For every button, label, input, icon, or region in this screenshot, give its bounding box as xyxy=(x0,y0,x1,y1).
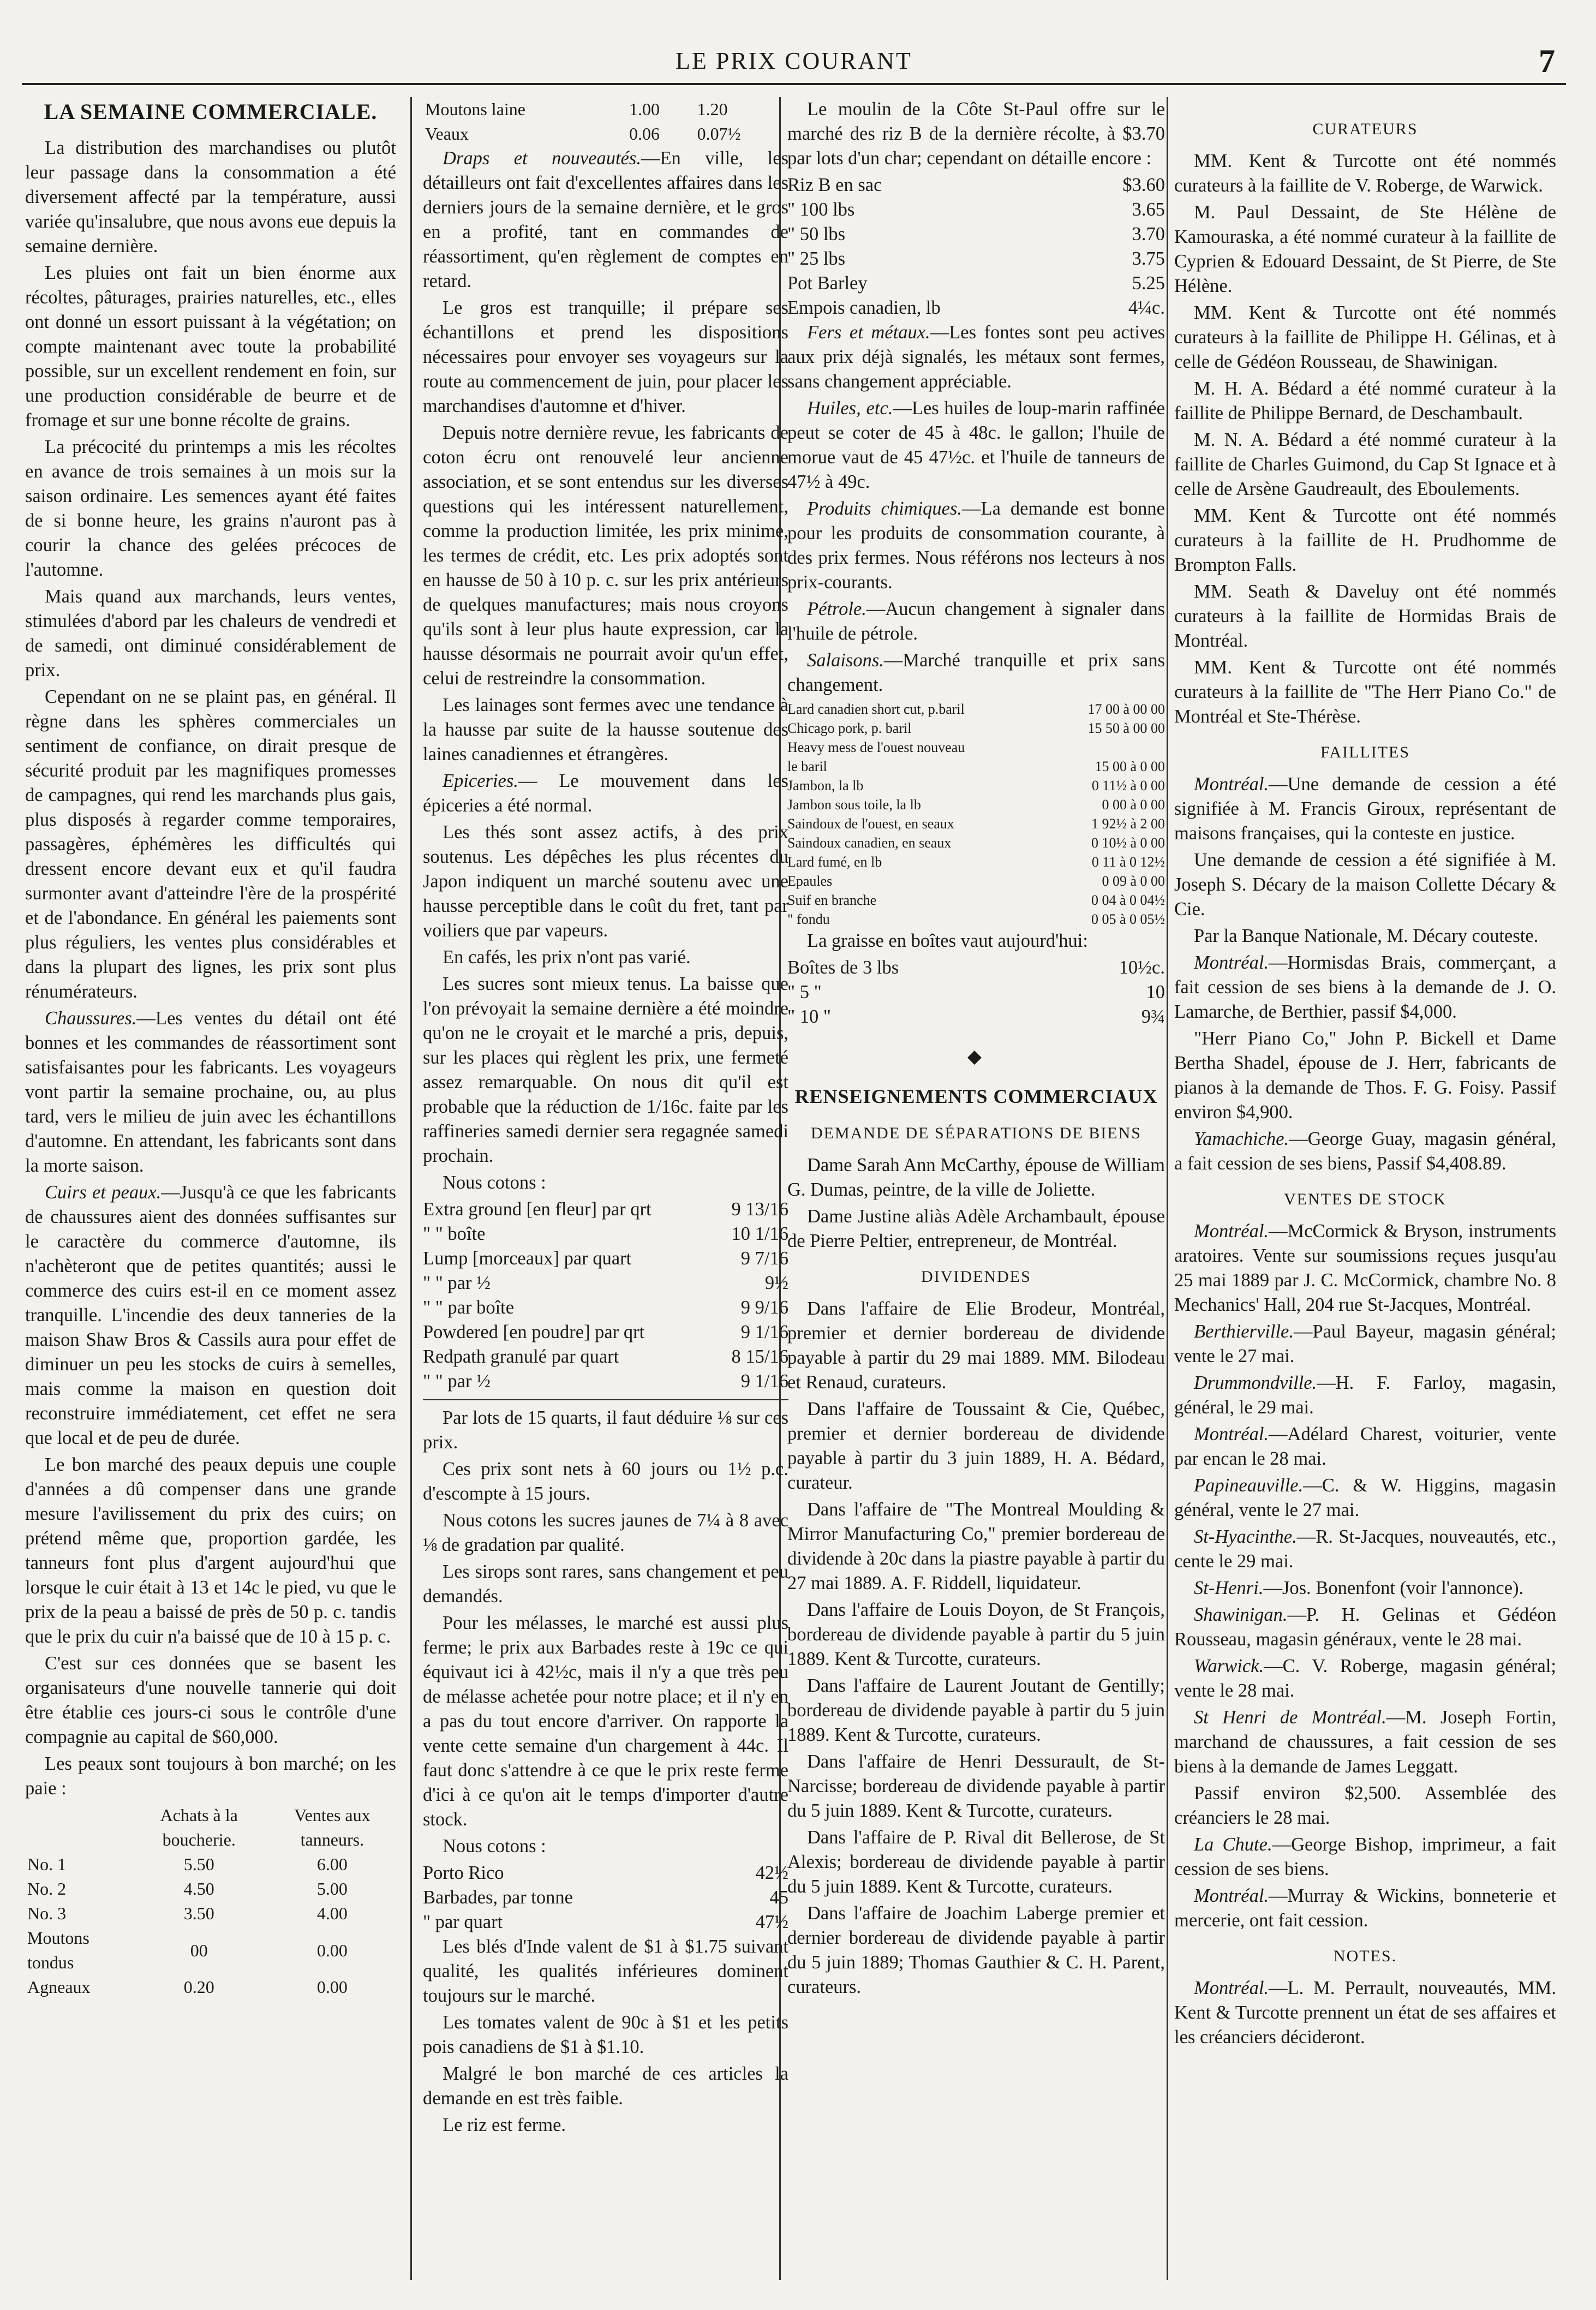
paragraph: Par la Banque Nationale, M. Décary couteste. xyxy=(1194,926,1539,946)
price-item: Extra ground [en fleur] par qrt xyxy=(423,1199,651,1220)
paragraph xyxy=(1174,1320,1556,1369)
subsection-title: DIVIDENDES xyxy=(921,1268,1031,1286)
table-row xyxy=(25,1975,396,1999)
price-value: 42½ xyxy=(755,1863,788,1883)
price-row xyxy=(787,956,1165,980)
price-row xyxy=(423,1369,788,1394)
paragraph: Ces prix sont nets à 60 jours ou 1½ p.c. d'escompte à 15 jours. xyxy=(423,1459,788,1504)
price-row xyxy=(423,1345,788,1369)
price-value: 9 1/16 xyxy=(740,1371,788,1392)
price-item: " par quart xyxy=(423,1912,503,1932)
table-cell: 4.50 xyxy=(183,1879,214,1899)
price-row xyxy=(423,1910,788,1935)
paragraph: Dans l'affaire de Elie Brodeur, Montréal, premier et dernier bordereau de dividende payable à partir du 29 mai 1889. MM. Bilodeau et Renaud, curateurs. xyxy=(787,1298,1165,1393)
paragraph: Les peaux sont toujours à bon marché; on les paie : xyxy=(25,1753,396,1799)
table-cell: Agneaux xyxy=(27,1977,91,1997)
price-item: Lump [morceaux] par quart xyxy=(423,1248,632,1269)
price-item: Chicago pork, p. baril xyxy=(787,720,912,736)
wool-price-table xyxy=(423,97,788,146)
price-row xyxy=(787,296,1165,320)
paragraph: La précocité du printemps a mis les récoltes en avance de trois semaines à un mois sur la saison ordinaire. Les semences ayant été faites de si bonne heure, les grains n'auront pas à courir la chance des gelées précoces de l'automne. xyxy=(25,437,396,580)
paragraph-text: —McCormick & Bryson, instruments aratoires. Vente sur soumissions reçues jusqu'au 25 mai 1889 par J. C. McCormick, chambre No. 8 Mechanics' Hall, 204 rue St-Jacques, Montréal. xyxy=(1174,1221,1556,1315)
price-item: " " boîte xyxy=(423,1223,486,1244)
paragraph: Dans l'affaire de Toussaint & Cie, Québec, premier et dernier bordereau de dividende payable à partir du 3 juin 1889, H. A. Bédard, curateur. xyxy=(787,1399,1165,1493)
paragraph-text: —Les fontes sont peu actives aux prix déjà signalés, les métaux sont fermes, sans changement appréciable. xyxy=(787,322,1165,392)
table-row xyxy=(25,1926,396,1975)
paragraph xyxy=(1174,1976,1556,2050)
paragraph xyxy=(423,769,788,818)
price-row xyxy=(423,1885,788,1910)
section-title: RENSEIGNEMENTS COMMERCIAUX xyxy=(794,1085,1158,1107)
section-lead: St Henri de Montréal. xyxy=(1194,1707,1386,1728)
price-row xyxy=(787,700,1165,719)
price-value: 1 92½ à 2 00 xyxy=(1091,816,1165,832)
paragraph xyxy=(1174,1884,1556,1933)
paragraph xyxy=(1174,1219,1556,1317)
price-row xyxy=(787,776,1165,795)
paragraph xyxy=(787,396,1165,494)
paragraph: MM. Kent & Turcotte ont été nommés curateurs à la faillite de "The Herr Piano Co." de Montréal et Ste-Thérèse. xyxy=(1174,657,1556,727)
paragraph: Les thés sont assez actifs, à des prix soutenus. Les dépêches les plus récentes du Japon indiquent un marché soutenu avec une hausse perceptible dans le coût du fret, tant par voiliers que par vapeurs. xyxy=(423,822,788,941)
price-value: 10 xyxy=(1146,982,1165,1002)
price-row xyxy=(787,795,1165,814)
paragraph xyxy=(787,597,1165,646)
table-cell: 0.20 xyxy=(183,1977,214,1997)
section-lead: Montréal. xyxy=(1194,1221,1269,1241)
price-row xyxy=(787,271,1165,296)
price-value: 3.75 xyxy=(1132,248,1165,269)
price-row xyxy=(787,872,1165,891)
paragraph: Une demande de cession a été signifiée à M. Joseph S. Décary de la maison Collette Décary & Cie. xyxy=(1174,850,1556,920)
section-lead: St-Henri. xyxy=(1194,1578,1264,1598)
paragraph: Nous cotons : xyxy=(443,1172,546,1193)
column-3 xyxy=(787,97,1165,2280)
paragraph-text: —Adélard Charest, voiturier, vente par encan le 28 mai. xyxy=(1174,1424,1556,1469)
paragraph-text: —Jusqu'à ce que les fabricants de chaussures aient des données suffisantes sur le caractère du commerce d'automne, ils n'achèteront que de petites quantités; aussi le commerce des cuirs est-il en ce moment assez tranquille. L'incendie des deux tanneries de la maison Shaw Bros & Cassils aura pour effet de diminuer un peu les stocks de cuirs à semelles, mais comme la maison en question doit reconstruire immédiatement, cet effet ne sera que local et de peu de durée. xyxy=(25,1182,396,1448)
paragraph: Dame Sarah Ann McCarthy, épouse de William G. Dumas, peintre, de la ville de Joliette. xyxy=(787,1155,1165,1200)
price-row xyxy=(787,814,1165,833)
price-value: 3.65 xyxy=(1132,199,1165,220)
paragraph-text: —M. Joseph Fortin, marchand de chaussures, a fait cession de ses biens à la demande de James Leggatt. xyxy=(1174,1707,1556,1777)
article-title: LA SEMAINE COMMERCIALE. xyxy=(44,99,378,124)
paragraph xyxy=(25,1180,396,1451)
table-cell: No. 2 xyxy=(27,1879,67,1899)
section-lead: Produits chimiques. xyxy=(807,498,963,519)
price-item: Jambon sous toile, la lb xyxy=(787,797,921,813)
subsection-title: NOTES. xyxy=(1333,1947,1397,1965)
page-number: 7 xyxy=(1539,43,1555,79)
price-item: Lard canadien short cut, p.baril xyxy=(787,701,965,717)
table-cell: 0.07½ xyxy=(697,124,741,144)
paragraph-text: —Paul Bayeur, magasin général; vente le 27 mai. xyxy=(1174,1321,1556,1366)
table-cell: No. 3 xyxy=(27,1903,67,1923)
paragraph xyxy=(1174,1576,1556,1601)
price-item: " 10 " xyxy=(787,1006,831,1027)
price-value: 0 09 à 0 00 xyxy=(1102,873,1165,889)
paragraph-text: —Les ventes du détail ont été bonnes et les commandes de réassortiment sont satisfaisantes pour les fabricants. Les voyageurs vont partir la semaine prochaine, ou, au plus tard, vers le milieu de juin avec les échantillons d'automne. En attendant, les fabricants sont dans la morte saison. xyxy=(25,1008,396,1176)
price-value: 4¼c. xyxy=(1128,297,1165,318)
price-value: 10½c. xyxy=(1119,957,1165,978)
price-item: Suif en branche xyxy=(787,892,877,908)
paragraph: Dans l'affaire de Joachim Laberge premier et dernier bordereau de dividende payable à partir du 5 juin 1889; Thomas Gauthier & C. H. Parent, curateurs. xyxy=(787,1903,1165,1997)
price-value: 0 04 à 0 04½ xyxy=(1091,892,1165,908)
table-header-row xyxy=(25,1803,396,1852)
paragraph: MM. Kent & Turcotte ont été nommés curateurs à la faillite de H. Prudhomme de Brompton Falls. xyxy=(1174,505,1556,575)
paragraph: M. Paul Dessaint, de Ste Hélène de Kamouraska, a été nommé curateur à la faillite de Cyprien & Edouard Dessaint, de St Pierre, de Ste Hélène. xyxy=(1174,202,1556,296)
table-header-cell xyxy=(25,1803,130,1852)
price-item: " 50 lbs xyxy=(787,224,846,244)
paragraph-text: —George Bishop, imprimeur, a fait cession de ses biens. xyxy=(1174,1834,1556,1879)
paragraph: MM. Kent & Turcotte ont été nommés curateurs à la faillite de Philippe H. Gélinas, et à celle de Gédéon Rousseau, de Shawinigan. xyxy=(1174,302,1556,372)
price-value: 0 00 à 0 00 xyxy=(1102,797,1165,813)
paragraph: Les lainages sont fermes avec une tendance à la hausse par suite de la hausse soutenue des laines canadiennes et étrangères. xyxy=(423,695,788,765)
price-item: " " par ½ xyxy=(423,1273,491,1293)
paragraph xyxy=(1174,1422,1556,1471)
price-value: 9 7/16 xyxy=(740,1248,788,1269)
price-item: " 5 " xyxy=(787,982,822,1002)
paragraph xyxy=(1174,1603,1556,1652)
pork-price-list xyxy=(787,700,1165,929)
price-row xyxy=(787,173,1165,198)
price-value: 15 00 à 0 00 xyxy=(1095,759,1165,774)
price-value: 0 05 à 0 05½ xyxy=(1091,911,1165,927)
table-cell: 0.06 xyxy=(629,124,660,144)
section-lead: Drummondville. xyxy=(1194,1372,1317,1393)
paragraph-text: —H. F. Farloy, magasin, général, le 29 mai. xyxy=(1174,1372,1556,1418)
price-value: 9 13/16 xyxy=(731,1199,788,1220)
price-item: " " par ½ xyxy=(423,1371,491,1392)
paragraph-text: —Jos. Bonenfont (voir l'annonce). xyxy=(1263,1578,1524,1598)
price-row xyxy=(787,198,1165,222)
column-2 xyxy=(423,97,788,2280)
section-lead: Shawinigan. xyxy=(1194,1604,1288,1625)
subsection-title: DEMANDE DE SÉPARATIONS DE BIENS xyxy=(811,1124,1141,1142)
table-row xyxy=(25,1852,396,1877)
paragraph-text: —Les huiles de loup-marin raffinée peut se coter de 45 à 48c. le gallon; l'huile de morue vaut de 45 47½c. et l'huile de tanneurs de 47½ à 49c. xyxy=(787,398,1165,492)
paragraph xyxy=(1174,1525,1556,1574)
price-value: 5.25 xyxy=(1132,273,1165,294)
price-value: 9 1/16 xyxy=(740,1322,788,1342)
section-lead: Draps et nouveautés. xyxy=(443,148,641,169)
price-row xyxy=(787,852,1165,872)
price-row xyxy=(423,1197,788,1222)
paragraph: MM. Seath & Daveluy ont été nommés curateurs à la faillite de Hormidas Brais de Montréal. xyxy=(1174,581,1556,651)
subsection-title: CURATEURS xyxy=(1312,120,1418,138)
price-row xyxy=(423,1296,788,1320)
table-cell: 1.20 xyxy=(697,99,728,119)
section-lead: Epiceries. xyxy=(443,771,518,791)
molasses-price-list xyxy=(423,1861,788,1935)
price-item: Jambon, la lb xyxy=(787,778,864,793)
paragraph: En cafés, les prix n'ont pas varié. xyxy=(443,947,691,968)
price-row xyxy=(423,1271,788,1296)
sugar-price-list xyxy=(423,1197,788,1394)
section-lead: Cuirs et peaux. xyxy=(45,1182,162,1203)
price-item: Barbades, par tonne xyxy=(423,1887,573,1908)
price-item: Empois canadien, lb xyxy=(787,297,941,318)
paragraph-text: —Marché tranquille et prix sans changement. xyxy=(787,650,1165,695)
paragraph: Les sirops sont rares, sans changement et peu demandés. xyxy=(423,1561,788,1607)
price-item: " " par boîte xyxy=(423,1297,515,1318)
price-item: " 100 lbs xyxy=(787,199,855,220)
price-value xyxy=(1159,738,1165,757)
section-lead: Huiles, etc. xyxy=(807,398,893,419)
price-item: Riz B en sac xyxy=(787,175,882,195)
paragraph: Cependant on ne se plaint pas, en général. Il règne dans les sphères commerciales un sentiment de confiance, on dirait presque de sécurité produit par les magnifiques promesses de campagnes, qui rend les marchands plus gais, plus disposés à regarder comme temporaires, passagères, éphémères les difficultés qui dressent encore devant eux et qu'il faudra surmonter avant d'atteindre l'ère de la prospérité et de l'abondance. En général les paiements sont plus réguliers, les ventes plus considérables et dans la plupart des lignes, les prix sont plus rénumérateurs. xyxy=(25,687,396,1002)
table-header-cell: Ventes aux tanneurs. xyxy=(294,1805,370,1849)
column-divider xyxy=(1167,97,1168,2280)
paragraph: Dame Justine aliàs Adèle Archambault, épouse de Pierre Peltier, entrepreneur, de Montréal. xyxy=(787,1206,1165,1251)
paragraph: Les tomates valent de 90c à $1 et les petits pois canadiens de $1 à $1.10. xyxy=(423,2012,788,2057)
section-lead: St-Hyacinthe. xyxy=(1194,1526,1297,1547)
price-row xyxy=(787,719,1165,738)
price-value: 15 50 à 00 00 xyxy=(1087,720,1165,736)
paragraph: La graisse en boîtes vaut aujourd'hui: xyxy=(807,930,1088,951)
price-row xyxy=(787,910,1165,929)
table-cell: No. 1 xyxy=(27,1854,67,1874)
paragraph-text: —L. M. Perrault, nouveautés, MM. Kent & Turcotte prennent un état de ses affaires et les créanciers décideront. xyxy=(1174,1978,1556,2048)
price-value: 9½ xyxy=(764,1273,788,1293)
column-4 xyxy=(1174,97,1556,2280)
price-value: 9 9/16 xyxy=(740,1297,788,1318)
price-row xyxy=(787,980,1165,1005)
paragraph xyxy=(1174,772,1556,846)
paragraph-text: — Le mouvement dans les épiceries a été normal. xyxy=(423,771,788,816)
paragraph: Le bon marché des peaux depuis une couple d'années a dû compenser dans une grande mesure l'avilissement du prix des cuirs; on prétend même que, proportion gardée, les tanneurs font plus d'argent aujourd'hui que lorsque le cuir était à 13 et 14c le pied, vu que le prix de la peau a baissé de près de 50 p. c. tandis que le prix du cuir n'a baissé que de 10 à 15 p. c. xyxy=(25,1454,396,1647)
section-lead: Montréal. xyxy=(1194,774,1269,795)
column-1 xyxy=(25,97,396,2280)
fat-price-list xyxy=(787,956,1165,1029)
paragraph: Dans l'affaire de Henri Dessurault, de St-Narcisse; bordereau de dividende payable à partir du 5 juin 1889. Kent & Turcotte, curateurs. xyxy=(787,1751,1165,1821)
paragraph-text: —P. H. Gelinas et Gédéon Rousseau, magasin généraux, vente le 28 mai. xyxy=(1174,1604,1556,1650)
table-header-cell: Achats à la boucherie. xyxy=(160,1805,238,1849)
paragraph: Les pluies ont fait un bien énorme aux récoltes, pâturages, prairies naturelles, etc., elles ont donné un essort puissant à la végétation; on compte maintenant avec toute la probabilité possible, sur un excellent rendement en foin, sur une production considérable de beurre et de fromage et sur une bonne récolte de grains. xyxy=(25,262,396,431)
subsection-title: FAILLITES xyxy=(1320,743,1410,761)
paragraph: Pour les mélasses, le marché est aussi plus ferme; le prix aux Barbades reste à 19c ce qui équivaut ici à 42½c, mais il n'y a que très peu de mélasse achetée pour notre place; et il n'y en a pas du tout encore d'arriver. On rapporte la vente cette semaine d'un chargement à 44c. Il faut donc s'attendre à ce que le prix reste ferme d'ici à ce qu'on ait le temps d'importer d'autre stock. xyxy=(423,1613,788,1830)
price-item: Saindoux canadien, en seaux xyxy=(787,835,952,851)
divider xyxy=(423,1399,788,1400)
paragraph-text: —Hormisdas Brais, commerçant, a fait cession de ses biens à la demande de J. O. Lamarche, de Berthier, passif $4,000. xyxy=(1174,952,1556,1022)
price-value: 10 1/16 xyxy=(731,1223,788,1244)
section-lead: Fers et métaux. xyxy=(807,322,930,343)
subsection-title: VENTES DE STOCK xyxy=(1284,1190,1446,1208)
paragraph: "Herr Piano Co," John P. Bickell et Dame Bertha Shadel, épouse de J. Herr, fabricants de pianos à la demande de Thos. F. G. Foisy. Passif environ $4,900. xyxy=(1174,1028,1556,1123)
section-lead: La Chute. xyxy=(1194,1834,1272,1855)
price-value: 17 00 à 00 00 xyxy=(1087,701,1165,717)
section-lead: Berthierville. xyxy=(1194,1321,1294,1342)
price-row xyxy=(423,1320,788,1345)
price-value: 3.70 xyxy=(1132,224,1165,244)
price-item: Heavy mess de l'ouest nouveau xyxy=(787,739,965,755)
paragraph xyxy=(1174,1473,1556,1523)
table-cell: Moutons laine xyxy=(425,99,525,119)
paragraph xyxy=(1174,1833,1556,1882)
paragraph: Mais quand aux marchands, leurs ventes, stimulées d'abord par les chaleurs de vendredi et de samedi, ont diminué considérablement de prix. xyxy=(25,586,396,681)
table-cell: Veaux xyxy=(425,124,469,144)
rice-price-list xyxy=(787,173,1165,320)
section-lead: Yamachiche. xyxy=(1194,1129,1289,1149)
paragraph-text: —La demande est bonne pour les produits de consommation courante, à des prix fermes. Nous référons nos lecteurs à nos prix-courants. xyxy=(787,498,1165,593)
price-row xyxy=(787,247,1165,271)
paragraph xyxy=(1174,1371,1556,1420)
page-header xyxy=(22,43,1566,85)
price-value: 0 11 à 0 12½ xyxy=(1091,854,1165,870)
price-row xyxy=(787,833,1165,852)
section-lead: Montréal. xyxy=(1194,952,1269,973)
paragraph-text: —George Guay, magasin général, a fait cession de ses biens, Passif $4,408.89. xyxy=(1174,1129,1556,1174)
table-cell: 3.50 xyxy=(183,1903,214,1923)
price-value: 8 15/16 xyxy=(731,1346,788,1367)
price-value: 0 10½ à 0 00 xyxy=(1091,835,1165,851)
paragraph: Depuis notre dernière revue, les fabricants de coton écru ont renouvelé leur ancienne association, et se sont entendus sur les diverses questions qui les intéressent naturellement, comme la production limitée, les prix minime, les termes de crédit, etc. Les prix adoptés sont en hausse de 50 à 10 p. c. sur les prix antérieurs de quelques manufactures; mais nous croyons qu'ils sont à leur plus haute expression, car la hausse désormais ne pourrait avoir qu'un effet, celui de restreindre la consommation. xyxy=(423,422,788,689)
table-cell: 0.00 xyxy=(316,1977,348,1997)
ornament-divider-icon: ◆ xyxy=(967,1047,985,1067)
price-item: " fondu xyxy=(787,911,830,927)
paragraph: Dans l'affaire de Louis Doyon, de St François, bordereau de dividende payable à partir du 5 juin 1889. Kent & Turcotte, curateurs. xyxy=(787,1599,1165,1669)
paragraph xyxy=(787,320,1165,394)
paragraph: La distribution des marchandises ou plutôt leur passage dans la consommation a été diversement affecté par la température, aussi variée qu'insalubre, que nous avons eue depuis la semaine dernière. xyxy=(25,138,396,256)
paragraph xyxy=(1174,1654,1556,1703)
table-cell: 1.00 xyxy=(629,99,660,119)
section-lead: Montréal. xyxy=(1194,1424,1269,1445)
paragraph xyxy=(787,648,1165,697)
table-cell: 6.00 xyxy=(316,1854,348,1874)
price-row xyxy=(423,1246,788,1271)
paragraph-text: —Aucun changement à signaler dans l'huile de pétrole. xyxy=(787,599,1165,644)
paragraph xyxy=(25,1006,396,1178)
paragraph-text: —C. V. Roberge, magasin général; vente le 28 mai. xyxy=(1174,1656,1556,1701)
paragraph: Le riz est ferme. xyxy=(443,2115,566,2135)
table-row xyxy=(25,1877,396,1901)
paragraph: Les blés d'Inde valent de $1 à $1.75 suivant qualité, les qualités inférieures dominent toujours sur le marché. xyxy=(423,1936,788,2006)
price-row xyxy=(787,891,1165,910)
paragraph xyxy=(1174,1127,1556,1176)
price-item: Pot Barley xyxy=(787,273,868,294)
section-lead: Warwick. xyxy=(1194,1656,1264,1676)
paragraph: M. H. A. Bédard a été nommé curateur à la faillite de Philippe Bernard, de Deschambault. xyxy=(1174,378,1556,423)
price-item: Saindoux de l'ouest, en seaux xyxy=(787,816,954,832)
price-row xyxy=(787,1005,1165,1029)
paragraph: Dans l'affaire de "The Montreal Moulding & Mirror Manufacturing Co," premier bordereau de dividende à 20c dans la piastre payable à partir du 27 mai 1889. A. F. Riddell, liquidateur. xyxy=(787,1499,1165,1593)
section-lead: Papineauville. xyxy=(1194,1475,1304,1496)
paragraph: Le moulin de la Côte St-Paul offre sur le marché des riz B de la dernière récolte, à $3.70 par lots d'un char; cependant on détaille encore : xyxy=(787,99,1165,169)
price-row xyxy=(787,757,1165,776)
paragraph xyxy=(1174,951,1556,1024)
table-cell: 5.50 xyxy=(183,1854,214,1874)
paragraph-text: —Une demande de cession a été signifiée à M. Francis Giroux, représentant de maisons françaises, qui la conteste en justice. xyxy=(1174,774,1556,844)
header-rule xyxy=(22,83,1566,85)
paragraph: M. N. A. Bédard a été nommé curateur à la faillite de Charles Guimond, du Cap St Ignace et à celle de Arsène Gaudreault, des Eboulements. xyxy=(1174,429,1556,499)
column-divider xyxy=(410,97,412,2280)
table-cell: 5.00 xyxy=(316,1879,348,1899)
price-item: Boîtes de 3 lbs xyxy=(787,957,899,978)
paragraph: Passif environ $2,500. Assemblée des créanciers le 28 mai. xyxy=(1174,1783,1556,1828)
price-item: le baril xyxy=(787,759,827,774)
paragraph: Par lots de 15 quarts, il faut déduire ⅛ sur ces prix. xyxy=(423,1407,788,1453)
paragraph xyxy=(423,146,788,294)
price-value: 45 xyxy=(769,1887,788,1908)
table-cell: 00 xyxy=(190,1940,208,1960)
paragraph-text: —En ville, les détailleurs ont fait d'excellentes affaires dans les derniers jours de la semaine dernière, et le gros en a profité, tant en commandes de réassortiment, qu'en règlement de comptes en retard. xyxy=(423,148,788,291)
paragraph: Dans l'affaire de P. Rival dit Bellerose, de St Alexis; bordereau de dividende payable à partir du 5 juin 1889. Kent & Turcotte, curateurs. xyxy=(787,1827,1165,1897)
price-value: 47½ xyxy=(755,1912,788,1932)
section-lead: Montréal. xyxy=(1194,1978,1269,1998)
table-cell: Moutons tondus xyxy=(27,1928,89,1972)
paragraph: C'est sur ces données que se basent les organisateurs d'une nouvelle tannerie qui doit être établie ces jours-ci sous le contrôle d'une compagnie au capital de $60,000. xyxy=(25,1653,396,1747)
section-lead: Chaussures. xyxy=(45,1008,137,1029)
table-row xyxy=(423,122,788,146)
section-lead: Salaisons. xyxy=(807,650,884,671)
newspaper-title: LE PRIX COURANT xyxy=(676,47,912,74)
price-item: Powdered [en poudre] par qrt xyxy=(423,1322,645,1342)
table-row xyxy=(25,1901,396,1926)
paragraph: Les sucres sont mieux tenus. La baisse que l'on prévoyait la semaine dernière a été moindre qu'on ne le croyait et le marché a pris, depuis, sur les places qui règlent les prix, une fermeté assez remarquable. On nous dit qu'il est probable que la réduction de 1/16c. faite par les raffineries samedi dernier sera regagnée samedi prochain. xyxy=(423,974,788,1166)
paragraph-text: —Murray & Wickins, bonneterie et mercerie, ont fait cession. xyxy=(1174,1885,1556,1931)
paragraph: Le gros est tranquille; il prépare ses échantillons et prend les dispositions nécessaires pour envoyer ses voyageurs sur la route au commencement de juin, pour placer les marchandises d'automne et d'hiver. xyxy=(423,297,788,416)
paragraph xyxy=(1174,1705,1556,1779)
table-row xyxy=(423,97,788,122)
price-value: 9¾ xyxy=(1141,1006,1165,1027)
paragraph xyxy=(787,497,1165,595)
price-row xyxy=(423,1222,788,1246)
table-cell: 0.00 xyxy=(316,1940,348,1960)
price-value: $3.60 xyxy=(1122,175,1165,195)
price-item: Epaules xyxy=(787,873,833,889)
price-row xyxy=(787,222,1165,247)
price-item: Porto Rico xyxy=(423,1863,504,1883)
section-lead: Pétrole. xyxy=(807,599,866,619)
paragraph-text: —C. & W. Higgins, magasin général, vente le 27 mai. xyxy=(1174,1475,1556,1520)
price-value: 0 11½ à 0 00 xyxy=(1091,778,1165,793)
price-item: " 25 lbs xyxy=(787,248,846,269)
paragraph: Nous cotons : xyxy=(443,1836,546,1857)
paragraph: MM. Kent & Turcotte ont été nommés curateurs à la faillite de V. Roberge, de Warwick. xyxy=(1174,151,1556,196)
hides-price-table xyxy=(25,1803,396,1999)
price-row xyxy=(423,1861,788,1885)
paragraph-text: —R. St-Jacques, nouveautés, etc., cente le 29 mai. xyxy=(1174,1526,1556,1572)
section-lead: Montréal. xyxy=(1194,1885,1269,1906)
price-item: Redpath granulé par quart xyxy=(423,1346,619,1367)
table-cell: 4.00 xyxy=(316,1903,348,1923)
paragraph: Nous cotons les sucres jaunes de 7¼ à 8 avec ⅛ de gradation par qualité. xyxy=(423,1510,788,1555)
price-row xyxy=(787,738,1165,757)
paragraph: Malgré le bon marché de ces articles la demande en est très faible. xyxy=(423,2063,788,2109)
price-item: Lard fumé, en lb xyxy=(787,854,882,870)
paragraph: Dans l'affaire de Laurent Joutant de Gentilly; bordereau de dividende payable à partir du 5 juin 1889. Kent & Turcotte, curateurs. xyxy=(787,1675,1165,1745)
